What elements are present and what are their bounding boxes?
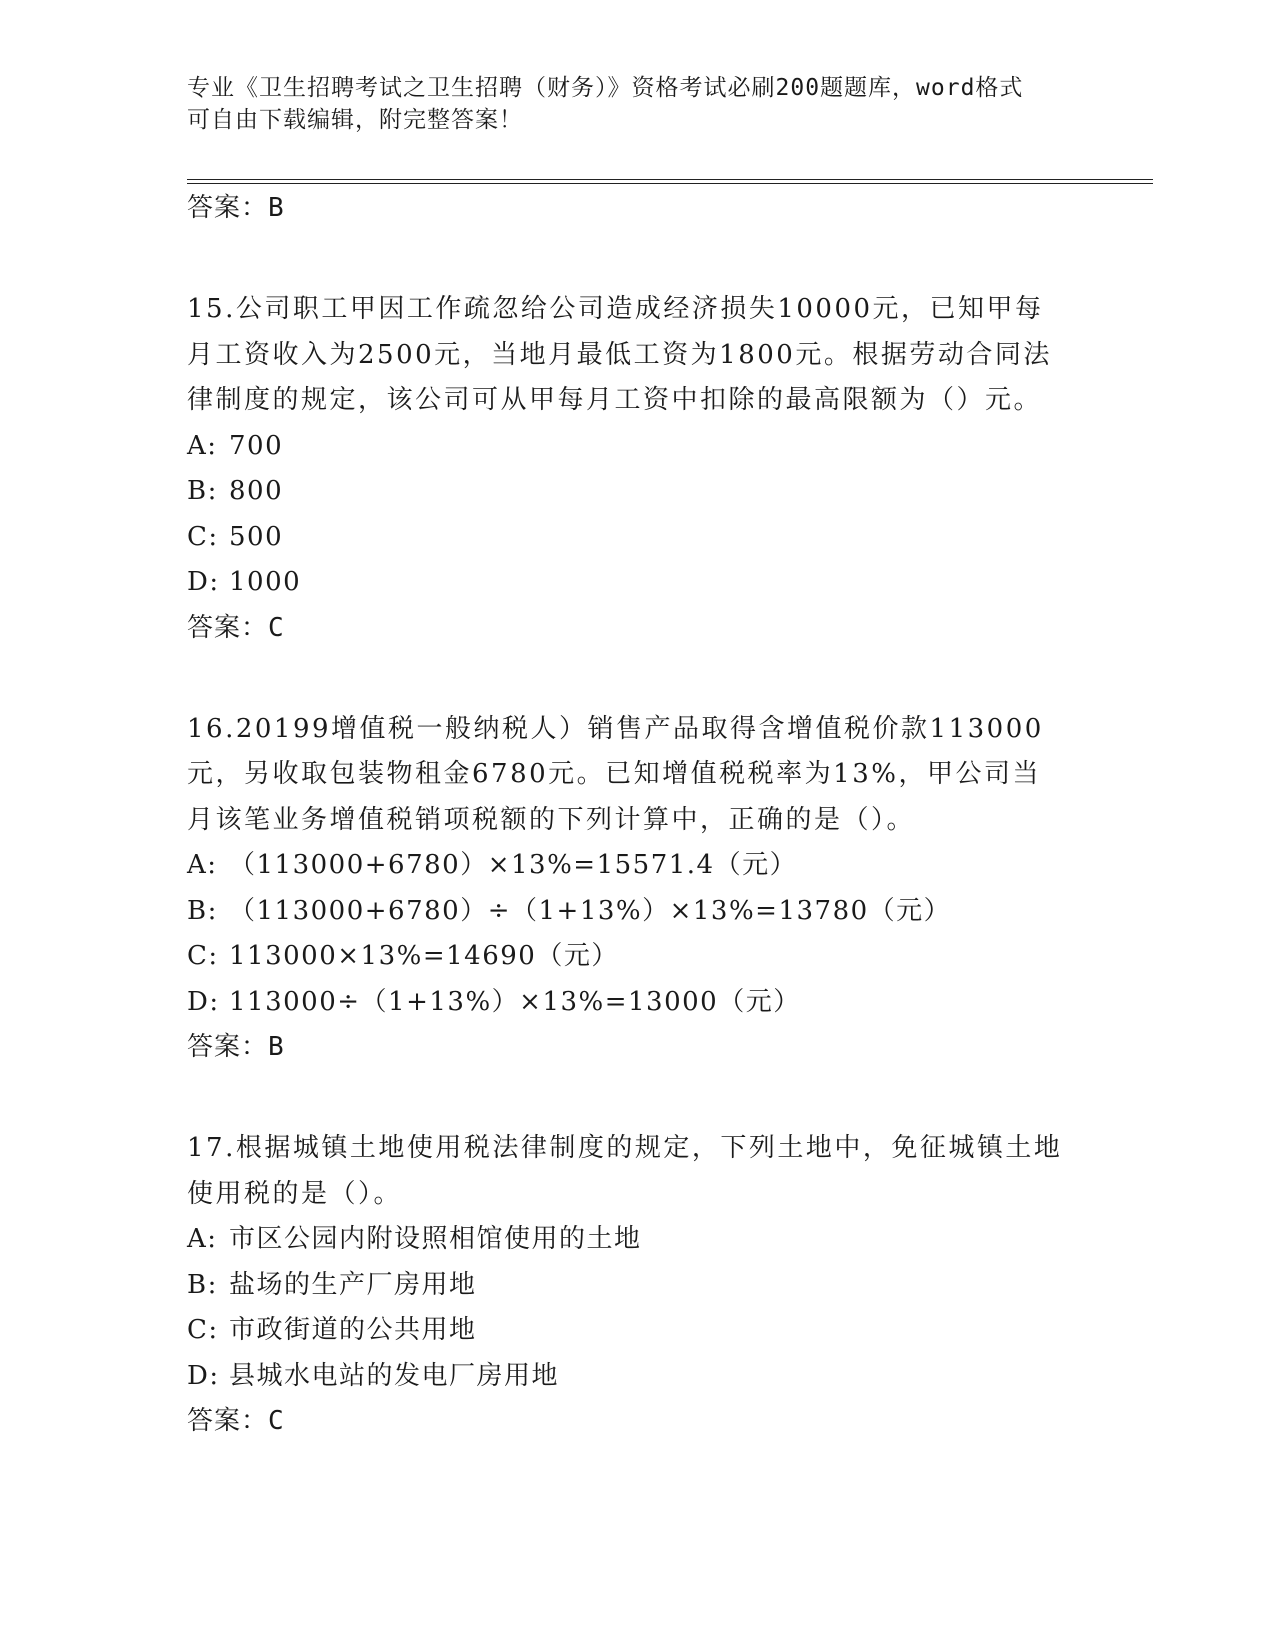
option-letter: D: (187, 567, 220, 597)
question-15 (187, 287, 1087, 651)
option-letter: B: (187, 1269, 218, 1300)
option-text: 113000÷（1+13%）×13%=13000（元） (229, 986, 801, 1017)
option-letter: C: (187, 521, 219, 552)
answer: 答案：C (187, 612, 285, 643)
page-header (187, 72, 1067, 136)
option-a (187, 424, 1087, 470)
answer: 答案：C (187, 1406, 285, 1436)
previous-answer: 答案：B (187, 193, 285, 223)
option-text: 市政街道的公共用地 (229, 1315, 477, 1345)
header-line-1: 专业《卫生招聘考试之卫生招聘（财务）》资格考试必刷200题题库，word格式 (187, 75, 1024, 101)
option-d (187, 980, 1087, 1026)
option-letter: A: (187, 430, 218, 461)
question-17 (187, 1126, 1087, 1444)
option-a (187, 843, 1087, 889)
option-text: （113000+6780）÷（1+13%）×13%=13780（元） (229, 895, 952, 926)
option-text: 800 (229, 476, 284, 506)
option-c (187, 1308, 1087, 1354)
option-d (187, 560, 1087, 606)
option-letter: A: (187, 850, 218, 880)
question-16 (187, 707, 1087, 1071)
question-stem: 16.20199增值税一般纳税人）销售产品取得含增值税价款113000元，另收取包装物租金6780元。已知增值税税率为13%，甲公司当月该笔业务增值税销项税额的下列计算中，正确的是（）。 (187, 713, 1044, 835)
option-letter: B: (187, 476, 218, 506)
option-text: 1000 (229, 567, 302, 597)
option-letter: B: (187, 895, 218, 926)
option-text: 700 (229, 430, 284, 461)
question-stem: 17.根据城镇土地使用税法律制度的规定，下列土地中，免征城镇土地使用税的是（）。 (187, 1133, 1063, 1209)
option-c (187, 515, 1087, 561)
option-letter: A: (187, 1224, 218, 1254)
option-text: 113000×13%=14690（元） (229, 941, 619, 971)
spacer (187, 1070, 1087, 1126)
header-divider (187, 179, 1153, 184)
option-letter: D: (187, 1360, 220, 1391)
option-letter: C: (187, 941, 219, 971)
spacer (187, 651, 1087, 707)
question-stem: 15.公司职工甲因工作疏忽给公司造成经济损失10000元，已知甲每月工资收入为2500元，当地月最低工资为1800元。根据劳动合同法律制度的规定，该公司可从甲每月工资中扣除的最高限额为（）元。 (187, 294, 1052, 415)
spacer (187, 231, 1087, 287)
option-text: 盐场的生产厂房用地 (229, 1269, 477, 1300)
option-b (187, 1263, 1087, 1309)
option-d (187, 1354, 1087, 1400)
option-text: （113000+6780）×13%=15571.4（元） (229, 850, 798, 880)
option-letter: C: (187, 1315, 219, 1345)
option-b (187, 889, 1087, 935)
option-letter: D: (187, 986, 220, 1017)
answer: 答案：B (187, 1032, 285, 1062)
question-list (187, 186, 1087, 1444)
header-line-2: 可自由下载编辑，附完整答案！ (187, 107, 523, 133)
option-b (187, 469, 1087, 515)
option-text: 县城水电站的发电厂房用地 (229, 1360, 560, 1391)
option-c (187, 934, 1087, 980)
option-text: 500 (229, 521, 284, 552)
option-a (187, 1217, 1087, 1263)
option-text: 市区公园内附设照相馆使用的土地 (229, 1224, 642, 1254)
